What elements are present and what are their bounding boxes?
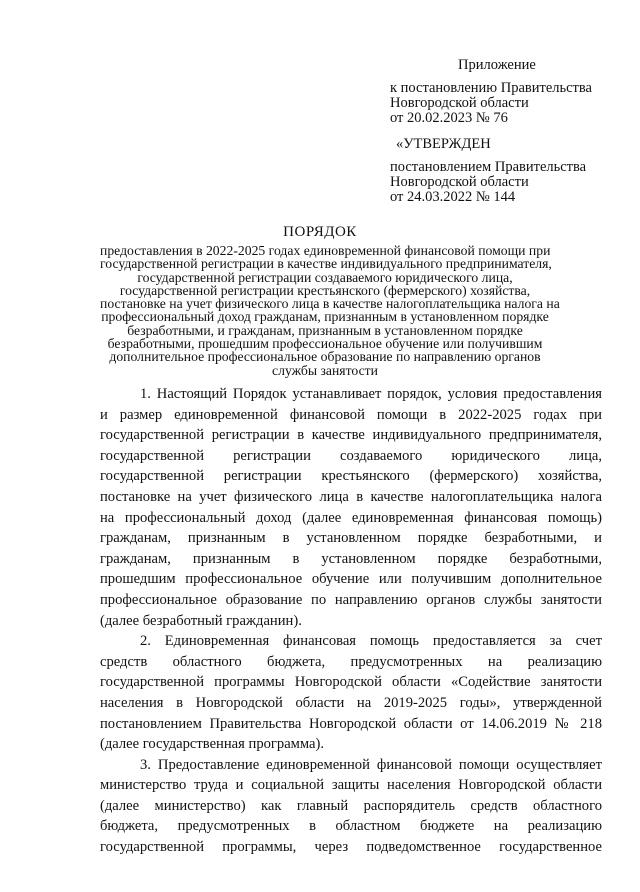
paragraph-line: 2. Единовременная финансовая помощь предоставляется за счет xyxy=(140,633,602,650)
document-subtitle xyxy=(100,243,560,378)
approval-block xyxy=(390,137,630,205)
approval-line: постановлением Правительства xyxy=(390,159,587,175)
paragraph-line: государственной программы, через подведомственное государственное xyxy=(100,839,602,856)
subtitle-line: дополнительное профессиональное образование по направлению органов xyxy=(109,349,541,365)
paragraph-line: государственной регистрации крестьянского (фермерского) хозяйства, xyxy=(100,468,602,485)
document-title: ПОРЯДОК xyxy=(283,224,357,240)
paragraph-line: министерство труда и социальной защиты населения Новгородской области xyxy=(100,777,602,794)
paragraph-3 xyxy=(100,755,602,858)
subtitle-line: государственной регистрации крестьянского (фермерского) хозяйства, xyxy=(119,282,531,298)
paragraph-line: населения в Новгородской области на 2019-2025 годы», утвержденной xyxy=(100,694,602,711)
document-body xyxy=(100,384,602,858)
appendix-title: Приложение xyxy=(458,57,536,73)
subtitle-line: безработными, прошедшим профессиональное обучение или получившим xyxy=(107,336,543,352)
subtitle-line: службы занятости xyxy=(272,362,378,378)
paragraph-line: на профессиональный доход (далее единовременная финансовая помощь) xyxy=(100,509,602,526)
appendix-block xyxy=(390,58,630,126)
paragraph-line: государственной регистрации в качестве индивидуального предпринимателя, xyxy=(100,427,602,444)
paragraph-2 xyxy=(100,631,602,755)
subtitle-line: постановке на учет физического лица в качестве налогоплательщика налога на xyxy=(100,296,560,312)
approval-title: «УТВЕРЖДЕН xyxy=(396,136,491,152)
appendix-line: к постановлению Правительства xyxy=(390,80,592,96)
paragraph-line: (далее безработный гражданин). xyxy=(100,612,302,629)
paragraph-line: (далее государственная программа). xyxy=(100,736,325,753)
paragraph-line: 3. Предоставление единовременной финансовой помощи осуществляет xyxy=(140,756,602,773)
paragraph-line: государственной регистрации создаваемого юридического лица, xyxy=(100,447,602,464)
paragraph-line: профессиональное образование по направлению органов службы занятости xyxy=(100,591,602,608)
paragraph-line: прошедшим профессиональное обучение или получившим дополнительное xyxy=(100,571,602,588)
paragraph-line: (далее министерство) как главный распорядитель средств областного xyxy=(100,797,602,814)
approval-line: от 24.03.2022 № 144 xyxy=(390,189,516,205)
approval-line: Новгородской области xyxy=(390,174,529,190)
subtitle-line: государственной регистрации создаваемого юридического лица, xyxy=(137,269,513,285)
paragraph-line: 1. Настоящий Порядок устанавливает порядок, условия предоставления xyxy=(140,386,602,402)
subtitle-line: предоставления в 2022-2025 годах единовременной финансовой помощи при xyxy=(100,243,551,258)
paragraph-line: гражданам, признанным в установленном порядке безработными, xyxy=(100,550,602,567)
paragraph-line: государственной программы Новгородской области «Содействие занятости xyxy=(100,674,602,691)
paragraph-line: постановке на учет физического лица в качестве налогоплательщика налога xyxy=(100,488,602,505)
paragraph-line: и размер единовременной финансовой помощи в 2022-2025 годах при xyxy=(100,406,602,423)
subtitle-line: безработными, и гражданам, признанным в установленном порядке xyxy=(127,322,523,338)
subtitle-line: профессиональный доход гражданам, признанным в установленном порядке xyxy=(101,309,549,325)
paragraph-line: средств областного бюджета, предусмотренных на реализацию xyxy=(100,653,602,670)
appendix-line: Новгородской области xyxy=(390,95,529,111)
appendix-line: от 20.02.2023 № 76 xyxy=(390,110,508,126)
paragraph-line: бюджета, предусмотренных в областном бюджете на реализацию xyxy=(100,818,602,835)
subtitle-line: государственной регистрации в качестве индивидуального предпринимателя, xyxy=(100,256,552,272)
paragraph-line: постановлением Правительства Новгородской области от 14.06.2019 № 218 xyxy=(100,715,602,732)
paragraph-line: гражданам, признанным в установленном порядке безработными, и xyxy=(100,530,602,547)
paragraph-1 xyxy=(100,384,602,631)
